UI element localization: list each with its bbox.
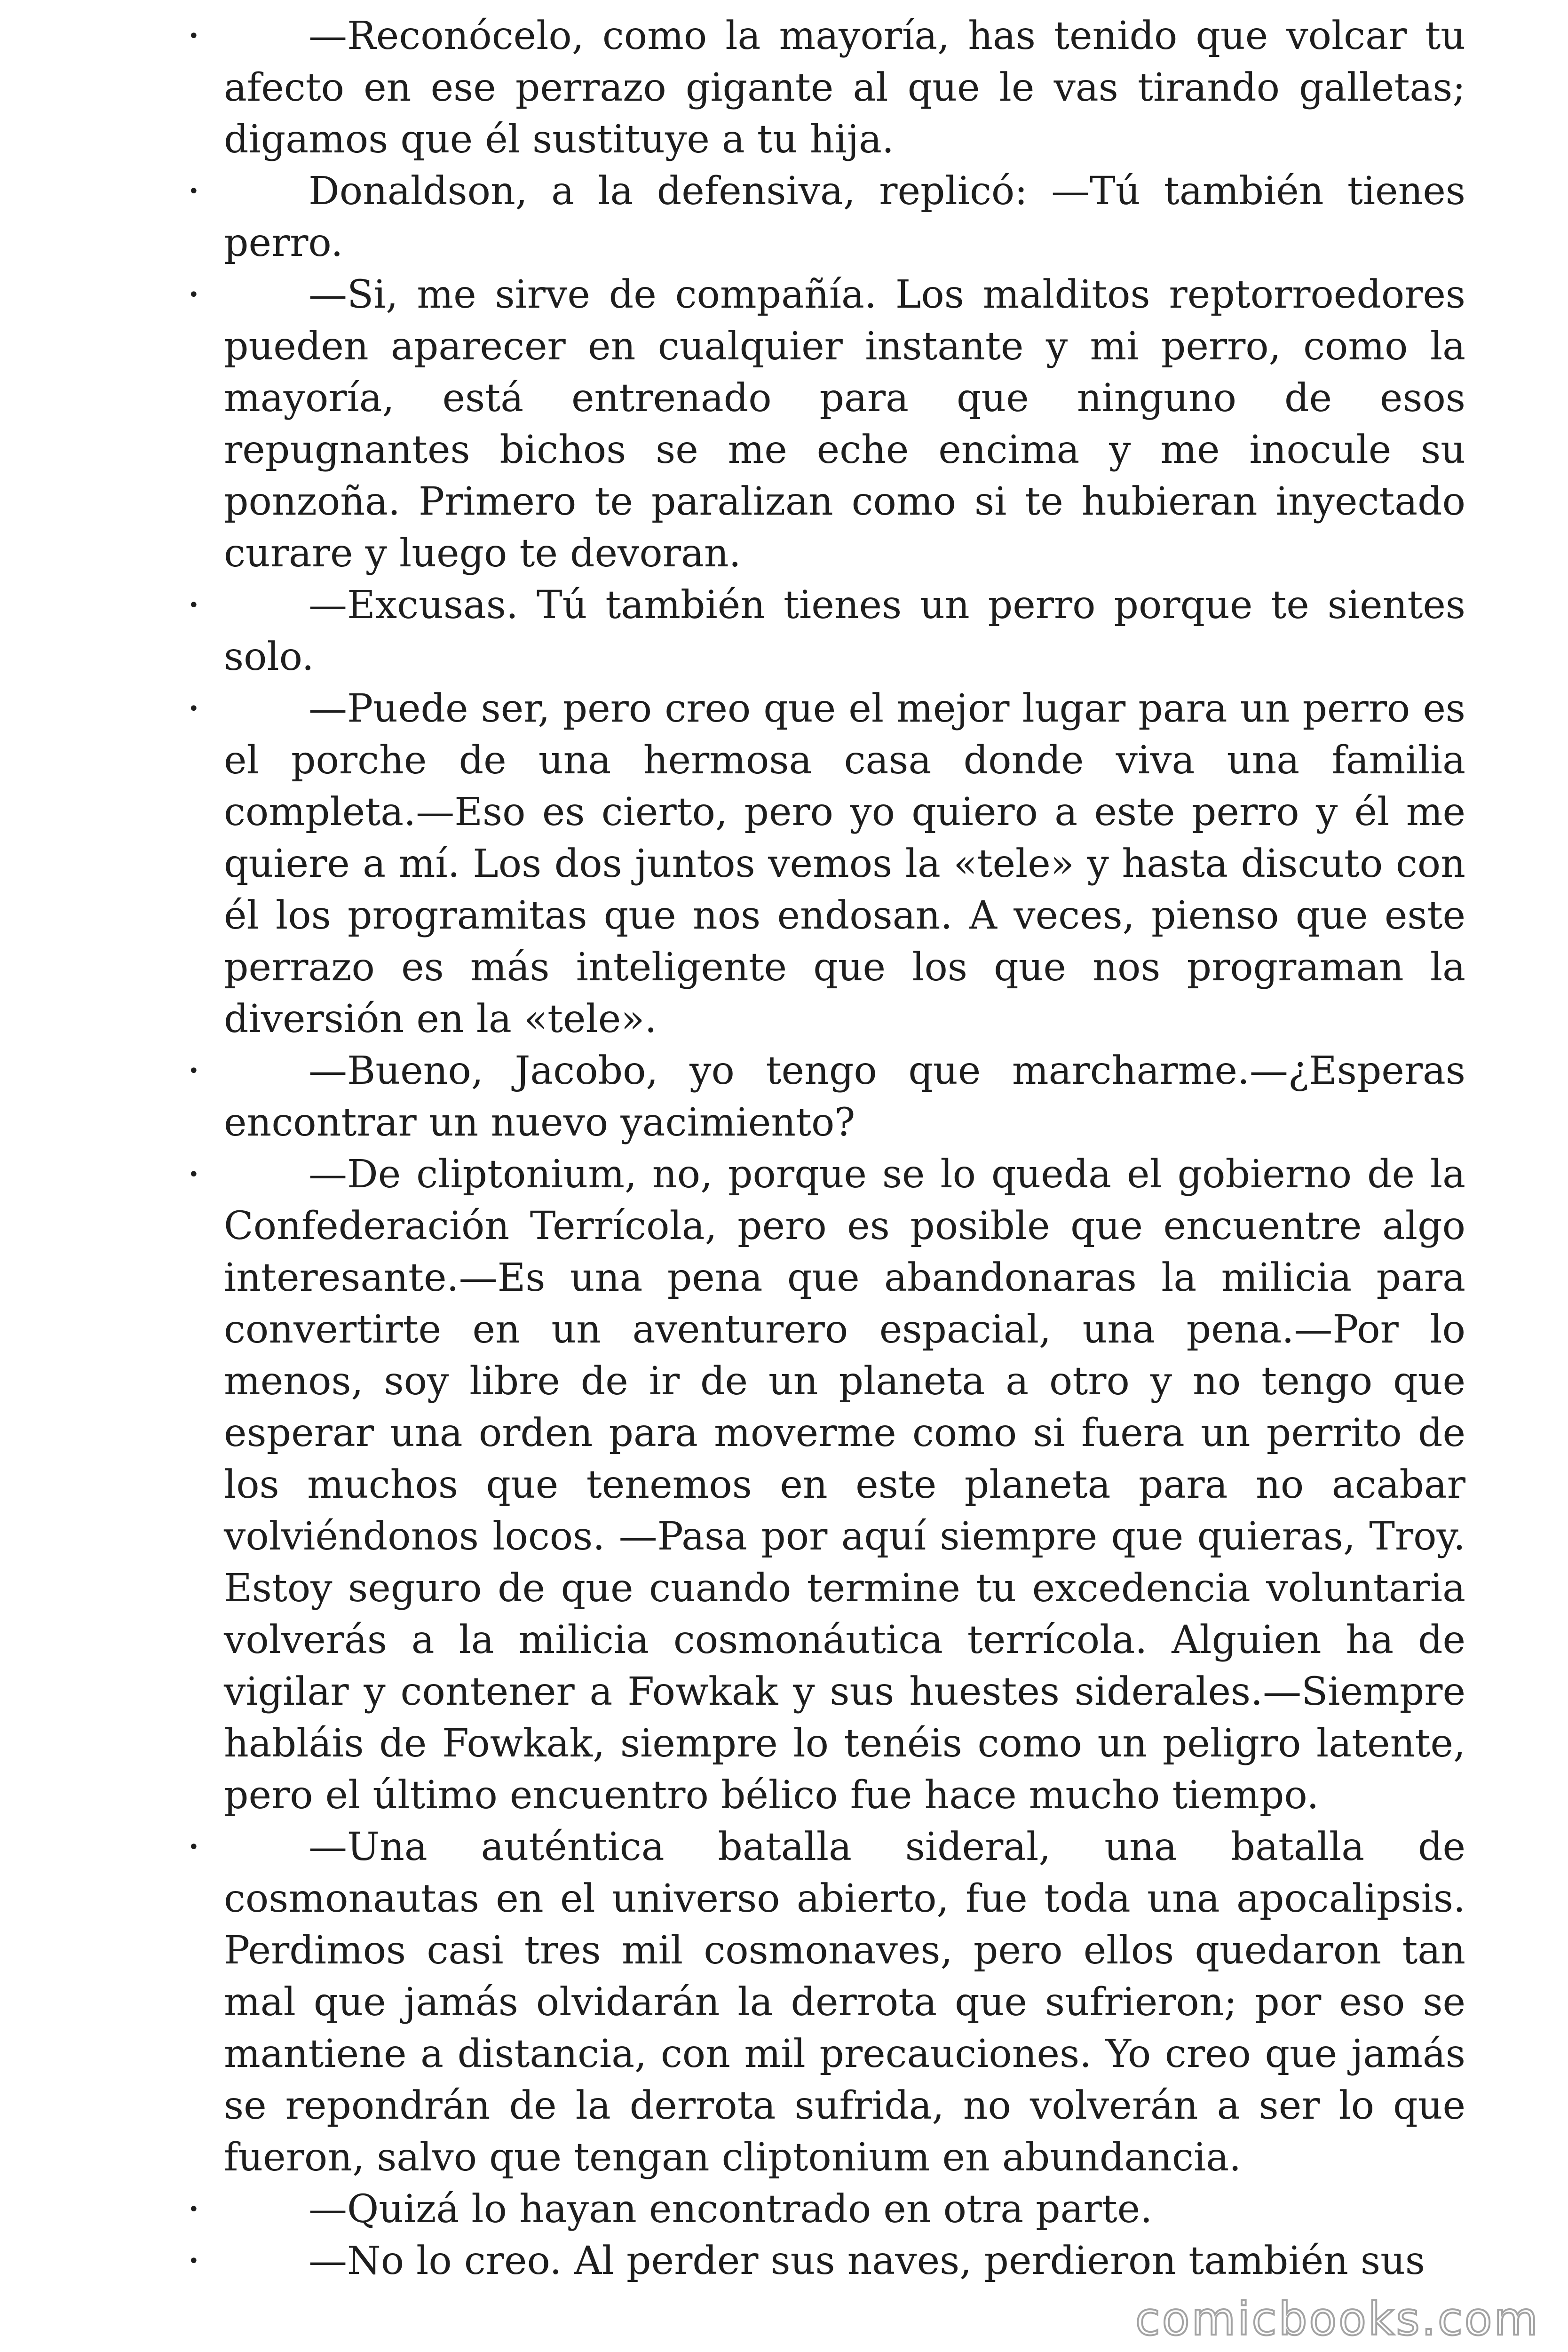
- paragraph-text: —Quizá lo hayan encontrado en otra parte.: [309, 2187, 1153, 2232]
- paragraph-text: —Si, me sirve de compañía. Los malditos reptorroedores pueden aparecer en cualquier instante y mi perro, como la mayoría, está entrenado para que ninguno de esos repugnantes bichos se me eche encima y me inocule su ponzoña. Primero te paralizan como si te hubieran inyectado curare y luego te devoran.: [224, 272, 1465, 576]
- paragraph: [188, 2235, 1465, 2287]
- paragraph: [188, 1149, 1465, 1821]
- paragraph: [188, 269, 1465, 580]
- paragraph: [188, 683, 1465, 1045]
- bullet-icon: •: [188, 1060, 199, 1082]
- watermark: comicbooks.com: [1135, 2293, 1540, 2345]
- paragraph: [188, 10, 1465, 166]
- paragraph: [188, 2184, 1465, 2235]
- bullet-icon: •: [188, 1164, 199, 1185]
- paragraph-text: —No lo creo. Al perder sus naves, perdieron también sus: [309, 2239, 1425, 2283]
- paragraph-text: —De cliptonium, no, porque se lo queda el gobierno de la Confederación Terrícola, pero es posible que encuentre algo interesante.—Es una pena que abandonaras la milicia para convertirte en un aventurero espacial, una pena.—Por lo menos, soy libre de ir de un planeta a otro y no tengo que esperar una orden para moverme como si fuera un perrito de los muchos que tenemos en este planeta para no acabar volviéndonos locos. —Pasa por aquí siempre que quieras, Troy. Estoy seguro de que cuando termine tu excedencia voluntaria volverás a la milicia cosmonáutica terrícola. Alguien ha de vigilar y contener a Fowkak y sus huestes siderales.—Siempre habláis de Fowkak, siempre lo tenéis como un peligro latente, pero el último encuentro bélico fue hace mucho tiempo.: [224, 1152, 1465, 1818]
- paragraph: [188, 1821, 1465, 2184]
- paragraph-text: —Bueno, Jacobo, yo tengo que marcharme.—¿Esperas encontrar un nuevo yacimiento?: [224, 1049, 1465, 1145]
- bullet-icon: •: [188, 2250, 199, 2272]
- paragraph-text: Donaldson, a la defensiva, replicó: —Tú también tienes perro.: [224, 169, 1465, 265]
- paragraph: [188, 580, 1465, 683]
- bullet-icon: •: [188, 1836, 199, 1858]
- bullet-icon: •: [188, 181, 199, 202]
- bullet-icon: •: [188, 2199, 199, 2220]
- text-column: [188, 10, 1465, 2287]
- paragraph-text: —Una auténtica batalla sideral, una batalla de cosmonautas en el universo abierto, fue toda una apocalipsis. Perdimos casi tres mil cosmonaves, pero ellos quedaron tan mal que jamás olvidarán la derrota que sufrieron; por eso se mantiene a distancia, con mil precauciones. Yo creo que jamás se repondrán de la derrota sufrida, no volverán a ser lo que fueron, salvo que tengan cliptonium en abundancia.: [224, 1825, 1465, 2180]
- bullet-icon: •: [188, 595, 199, 616]
- paragraph-text: —Reconócelo, como la mayoría, has tenido que volcar tu afecto en ese perrazo gigante al que le vas tirando galletas; digamos que él sustituye a tu hija.: [224, 14, 1465, 162]
- bullet-icon: •: [188, 25, 199, 47]
- paragraph-text: —Puede ser, pero creo que el mejor lugar para un perro es el porche de una hermosa casa donde viva una familia completa.—Eso es cierto, pero yo quiero a este perro y él me quiere a mí. Los dos juntos vemos la «tele» y hasta discuto con él los programitas que nos endosan. A veces, pienso que este perrazo es más inteligente que los que nos programan la diversión en la «tele».: [224, 686, 1465, 1041]
- bullet-icon: •: [188, 284, 199, 306]
- bullet-icon: •: [188, 698, 199, 720]
- paragraph: [188, 166, 1465, 269]
- paragraph: [188, 1045, 1465, 1149]
- paragraph-text: —Excusas. Tú también tienes un perro porque te sientes solo.: [224, 583, 1465, 679]
